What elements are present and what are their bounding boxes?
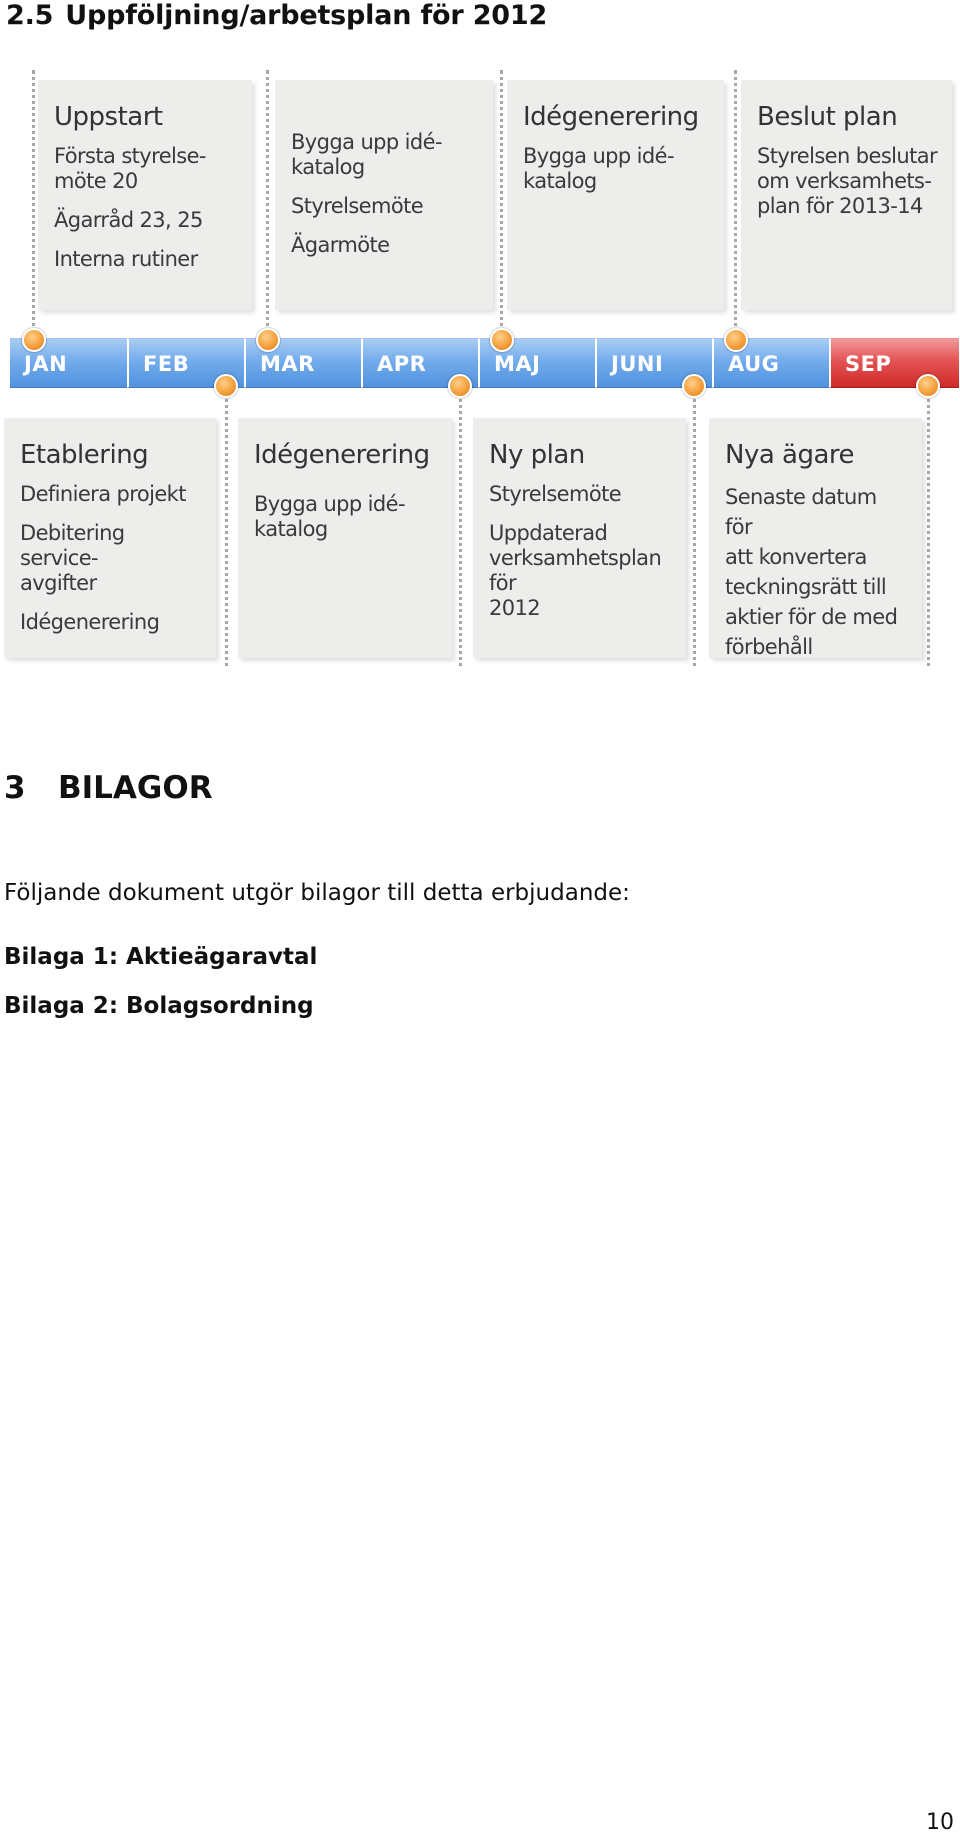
connector-bottom-2: [459, 386, 462, 666]
card-title: Uppstart: [54, 102, 163, 132]
month-juni: JUNI: [595, 338, 712, 388]
card-title: Nya ägare: [725, 440, 855, 470]
card-line: Bygga upp idé- katalog: [254, 492, 405, 541]
card-line: Bygga upp idé- katalog: [291, 130, 442, 179]
card-line: Ägarmöte: [291, 233, 390, 257]
bottom-card-3: [473, 418, 686, 658]
month-apr: APR: [361, 338, 478, 388]
milestone-marker: [490, 328, 514, 352]
milestone-marker: [724, 328, 748, 352]
month-maj: MAJ: [478, 338, 595, 388]
card-line: Senaste datum för att konvertera teckningsrätt till aktier för de med förbehåll: [725, 485, 898, 659]
month-mar: MAR: [244, 338, 361, 388]
card-line: Styrelsen beslutar om verksamhets- plan för 2013-14: [757, 144, 938, 218]
section-number: 2.5: [6, 0, 54, 31]
bilaga-item-2: Bilaga 2: Bolagsordning: [4, 993, 314, 1019]
card-line: Första styrelse- möte 20: [54, 144, 206, 193]
connector-top-2: [266, 70, 269, 340]
bilagor-intro: Följande dokument utgör bilagor till detta erbjudande:: [4, 880, 630, 906]
bilaga-item-1: Bilaga 1: Aktieägaravtal: [4, 944, 318, 970]
card-line: Interna rutiner: [54, 247, 198, 271]
card-line: Styrelsemöte: [291, 194, 424, 218]
card-line: Idégenerering: [20, 610, 160, 634]
connector-top-1: [32, 70, 35, 340]
section-heading: [6, 0, 547, 31]
month-jan: JAN: [10, 338, 127, 388]
milestone-marker: [916, 374, 940, 398]
card-line: Ägarråd 23, 25: [54, 208, 203, 232]
bottom-card-1: [4, 418, 216, 658]
card-title: Beslut plan: [757, 102, 898, 132]
section-title: Uppföljning/arbetsplan för 2012: [65, 0, 548, 31]
card-line: Debitering service- avgifter: [20, 521, 125, 595]
bottom-card-2: [238, 418, 452, 658]
card-title: Idégenerering: [523, 102, 699, 132]
connector-bottom-4: [927, 386, 930, 666]
milestone-marker: [22, 328, 46, 352]
top-card-3: [507, 80, 724, 310]
bilagor-title: BILAGOR: [58, 770, 213, 806]
milestone-marker: [256, 328, 280, 352]
bottom-card-4: [709, 418, 922, 658]
top-card-2: [275, 80, 493, 310]
month-sep: SEP: [829, 338, 959, 388]
top-card-1: [38, 80, 252, 310]
card-line: Definiera projekt: [20, 482, 186, 506]
card-line: Bygga upp idé- katalog: [523, 144, 674, 193]
card-title: Idégenerering: [254, 440, 430, 470]
month-aug: AUG: [712, 338, 829, 388]
connector-bottom-3: [693, 386, 696, 666]
milestone-marker: [682, 374, 706, 398]
timeline-diagram: [0, 70, 960, 670]
month-feb: FEB: [127, 338, 244, 388]
card-line: Uppdaterad verksamhetsplan för 2012: [489, 521, 662, 620]
connector-top-4: [734, 70, 737, 340]
milestone-marker: [448, 374, 472, 398]
bilagor-heading: [4, 770, 213, 806]
connector-bottom-1: [225, 386, 228, 666]
page-number: 10: [926, 1810, 954, 1835]
card-title: Ny plan: [489, 440, 585, 470]
card-line: Styrelsemöte: [489, 482, 622, 506]
top-card-4: [741, 80, 952, 310]
milestone-marker: [214, 374, 238, 398]
bilagor-number: 3: [4, 770, 26, 806]
card-title: Etablering: [20, 440, 149, 470]
connector-top-3: [500, 70, 503, 340]
